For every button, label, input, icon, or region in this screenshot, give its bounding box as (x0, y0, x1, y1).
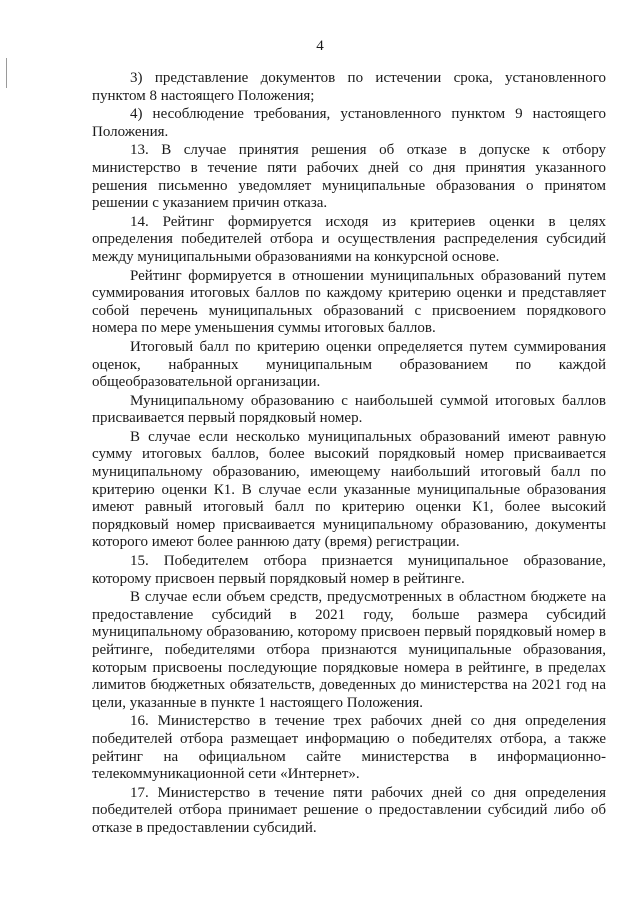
margin-mark (6, 58, 7, 88)
document-body (92, 70, 606, 838)
paragraph: 13. В случае принятия решения об отказе в допуске к отбору министерство в течение пяти рабочих дней со дня принятия указанного решения письменно уведомляет муниципальные образования о принятом решении с указанием причин отказа. (92, 142, 606, 212)
paragraph: 4) несоблюдение требования, установленного пунктом 9 настоящего Положения. (92, 106, 606, 140)
paragraph: Итоговый балл по критерию оценки определяется путем суммирования оценок, набранных муниципальным образованием по каждой общеобразовательной организации. (92, 338, 606, 391)
paragraph: В случае если несколько муниципальных образований имеют равную сумму итоговых баллов, более высокий порядковый номер присваивается муниципальному образованию, имеющему наибольший итоговый балл по критерию оценки К1. В случае если указанные муниципальные образования имеют равный итоговый балл по критерию оценки К1, более высокий порядковый номер присваивается муниципальному образованию, документы которого имеют более раннюю дату (время) регистрации. (92, 428, 606, 551)
paragraph: В случае если объем средств, предусмотренных в областном бюджете на предоставление субсидий в 2021 году, больше размера субсидий муниципальному образованию, которому присвоен первый порядковый номер в рейтинге, победителями отбора признаются муниципальные образования, которым присвоены последующие порядковые номера в рейтинге, в пределах лимитов бюджетных обязательств, доведенных до министерства на 2021 год на цели, указанные в пункте 1 настоящего Положения. (92, 589, 606, 711)
page-number: 4 (316, 38, 324, 54)
paragraph: 16. Министерство в течение трех рабочих дней со дня определения победителей отбора размещает информацию о победителях отбора, а также рейтинг на официальном сайте министерства в информационно-телекоммуникационной сети «Интернет». (92, 713, 606, 783)
paragraph: 3) представление документов по истечении срока, установленного пунктом 8 настоящего Положения; (92, 70, 606, 104)
paragraph: 15. Победителем отбора признается муниципальное образование, которому присвоен первый порядковый номер в рейтинге. (92, 553, 606, 587)
paragraph: 17. Министерство в течение пяти рабочих дней со дня определения победителей отбора принимает решение о предоставлении субсидий либо об отказе в предоставлении субсидий. (92, 784, 606, 836)
paragraph: Муниципальному образованию с наибольшей суммой итоговых баллов присваивается первый порядковый номер. (92, 392, 606, 427)
paragraph: Рейтинг формируется в отношении муниципальных образований путем суммирования итоговых баллов по каждому критерию оценки и представляет собой перечень муниципальных образований с присвоением порядкового номера по мере уменьшения суммы итоговых баллов. (92, 267, 606, 337)
paragraph: 14. Рейтинг формируется исходя из критериев оценки в целях определения победителей отбора и осуществления распределения субсидий между муниципальными образованиями на конкурсной основе. (92, 213, 606, 265)
